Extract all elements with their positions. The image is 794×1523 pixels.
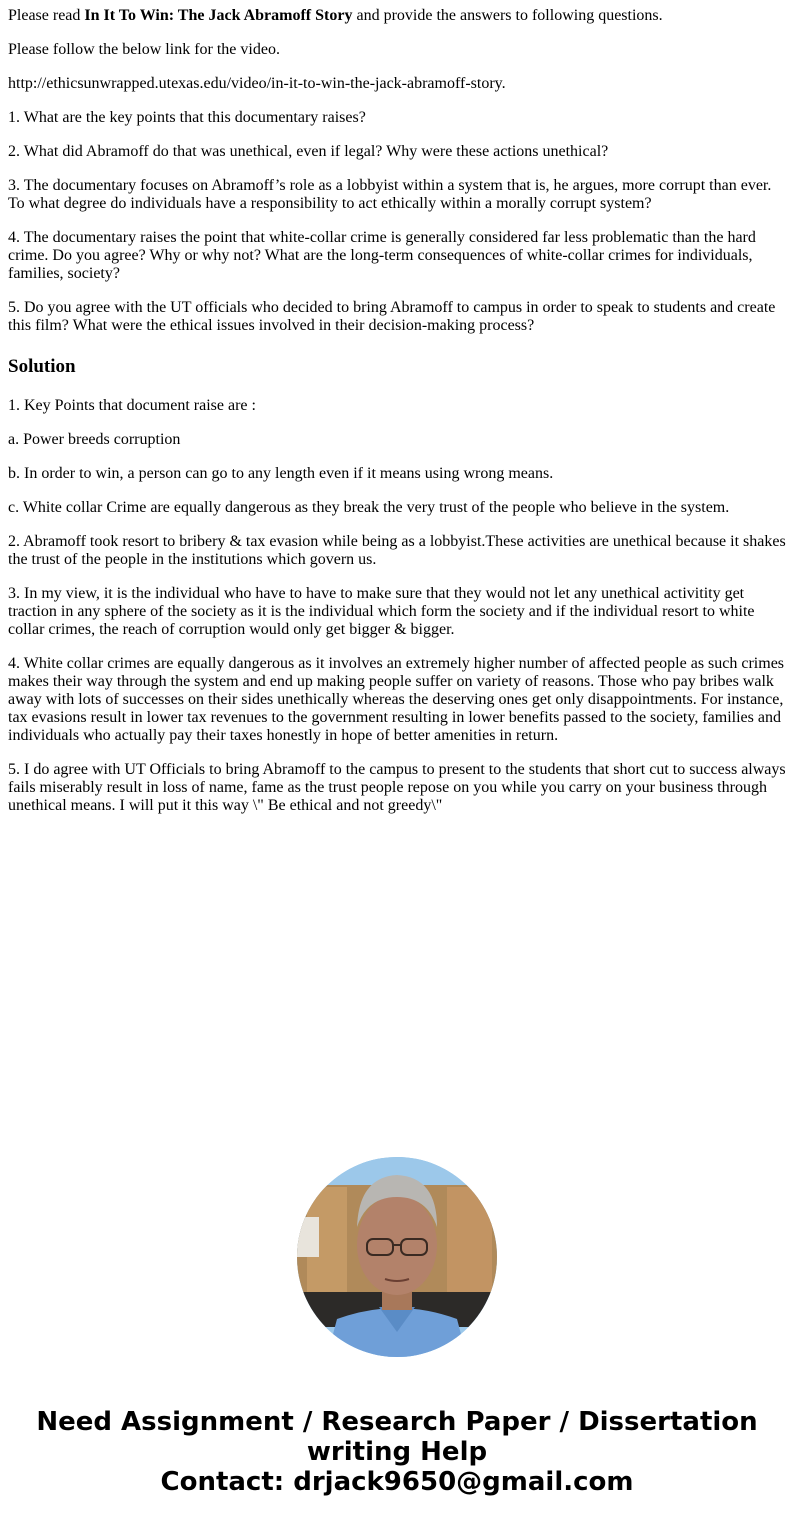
author-photo-container xyxy=(0,1157,794,1357)
solution-heading: Solution xyxy=(8,356,76,377)
answer-1c: c. White collar Crime are equally dangerous as they break the very trust of the people who believe in the system. xyxy=(8,499,730,516)
question-1: 1. What are the key points that this documentary raises? xyxy=(8,109,366,126)
document-title: In It To Win: The Jack Abramoff Story xyxy=(84,7,353,24)
promo-line-1: Need Assignment / Research Paper / Dissertation xyxy=(36,1407,758,1437)
answer-2: 2. Abramoff took resort to bribery & tax evasion while being as a lobbyist.These activities are unethical because it shakes the trust of the people in the institutions which govern us. xyxy=(8,533,786,568)
question-5: 5. Do you agree with the UT officials who decided to bring Abramoff to campus in order to speak to students and create this film? What were the ethical issues involved in their decision-making process? xyxy=(8,299,776,334)
question-2: 2. What did Abramoff do that was unethical, even if legal? Why were these actions unethical? xyxy=(8,143,609,160)
portrait-image xyxy=(297,1157,497,1357)
avatar xyxy=(297,1157,497,1357)
question-3: 3. The documentary focuses on Abramoff’s role as a lobbyist within a system that is, he argues, more corrupt than ever. To what degree do individuals have a responsibility to act ethically within a morally corrupt system? xyxy=(8,177,772,212)
answer-1: 1. Key Points that document raise are : xyxy=(8,397,256,414)
promo-line-2: writing Help xyxy=(306,1437,488,1467)
follow-link-text: Please follow the below link for the video. xyxy=(8,41,280,58)
promo-contact: Contact: drjack9650@gmail.com xyxy=(160,1467,634,1497)
document-body xyxy=(0,7,794,815)
intro-paragraph: Please read In It To Win: The Jack Abramoff Story and provide the answers to following questions. xyxy=(8,7,663,24)
video-url: http://ethicsunwrapped.utexas.edu/video/in-it-to-win-the-jack-abramoff-story. xyxy=(8,75,506,92)
question-4: 4. The documentary raises the point that white-collar crime is generally considered far less problematic than the hard crime. Do you agree? Why or why not? What are the long-term consequences of white-collar crimes for individuals, families, society? xyxy=(8,229,756,282)
blank-space xyxy=(0,831,794,1157)
answer-3: 3. In my view, it is the individual who have to have to make sure that they would not let any unethical activitity get traction in any sphere of the society as it is the individual which form the society and if the individual resort to white collar crimes, the reach of corruption would only get bigger & bigger. xyxy=(8,585,755,638)
answer-1b: b. In order to win, a person can go to any length even if it means using wrong means. xyxy=(8,465,554,482)
answer-5: 5. I do agree with UT Officials to bring Abramoff to the campus to present to the students that short cut to success always fails miserably result in loss of name, fame as the trust people repose on you while you carry on your business through unethical means. I will put it this way \" Be ethical and not greedy\" xyxy=(8,761,786,814)
promo-banner xyxy=(0,1407,794,1497)
answer-1a: a. Power breeds corruption xyxy=(8,431,181,448)
answer-4: 4. White collar crimes are equally dangerous as it involves an extremely higher number of affected people as such crimes makes their way through the system and end up making people suffer on variety of reasons. Those who pay bribes walk away with lots of successes on their sides unethically whereas the deserving ones get only disappointments. For instance, tax evasions result in lower tax revenues to the government resulting in lower benefits passed to the society, families and individuals who actually pay their taxes honestly in hope of better amenities in return. xyxy=(8,655,785,744)
